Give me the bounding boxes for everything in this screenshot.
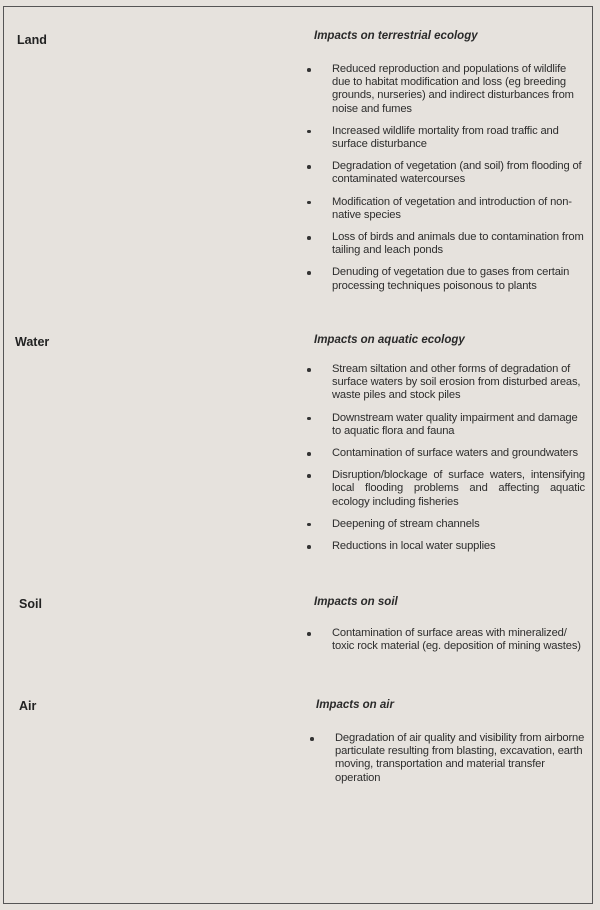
list-item: Contamination of surface waters and groundwaters [303,447,585,460]
list-item: Downstream water quality impairment and damage to aquatic flora and fauna [303,412,585,438]
list-item: Denuding of vegetation due to gases from certain processing techniques poisonous to plants [303,266,585,292]
section-list-air [306,732,588,794]
section-label-land: Land [17,33,47,47]
section-label-soil: Soil [19,597,42,611]
section-label-air: Air [19,699,37,713]
section-heading-land: Impacts on terrestrial ecology [314,30,478,42]
list-item: Loss of birds and animals due to contamination from tailing and leach ponds [303,231,585,257]
list-item: Modification of vegetation and introduction of non-native species [303,196,585,222]
list-item: Degradation of vegetation (and soil) from flooding of contaminated watercourses [303,160,585,186]
list-item: Stream siltation and other forms of degradation of surface waters by soil erosion from disturbed areas, waste piles and stock piles [303,363,585,403]
section-list-water [303,363,585,562]
list-item: Degradation of air quality and visibility from airborne particulate resulting from blasting, excavation, earth moving, transportation and material transfer operation [306,732,588,785]
list-item: Contamination of surface areas with mineralized/ toxic rock material (eg. deposition of mining wastes) [303,627,585,653]
list-item: Reductions in local water supplies [303,540,585,553]
list-item: Reduced reproduction and populations of wildlife due to habitat modification and loss (eg breeding grounds, nurseries) and indirect disturbances from noise and fumes [303,63,585,116]
section-list-soil [303,627,585,662]
section-label-water: Water [15,335,50,349]
section-heading-water: Impacts on aquatic ecology [314,334,465,346]
section-heading-soil: Impacts on soil [314,596,398,608]
list-item: Disruption/blockage of surface waters, intensifying local flooding problems and affecting aquatic ecology including fisheries [303,469,585,509]
section-heading-air: Impacts on air [316,699,394,711]
list-item: Increased wildlife mortality from road traffic and surface disturbance [303,125,585,151]
section-list-land [303,63,585,302]
list-item: Deepening of stream channels [303,518,585,531]
